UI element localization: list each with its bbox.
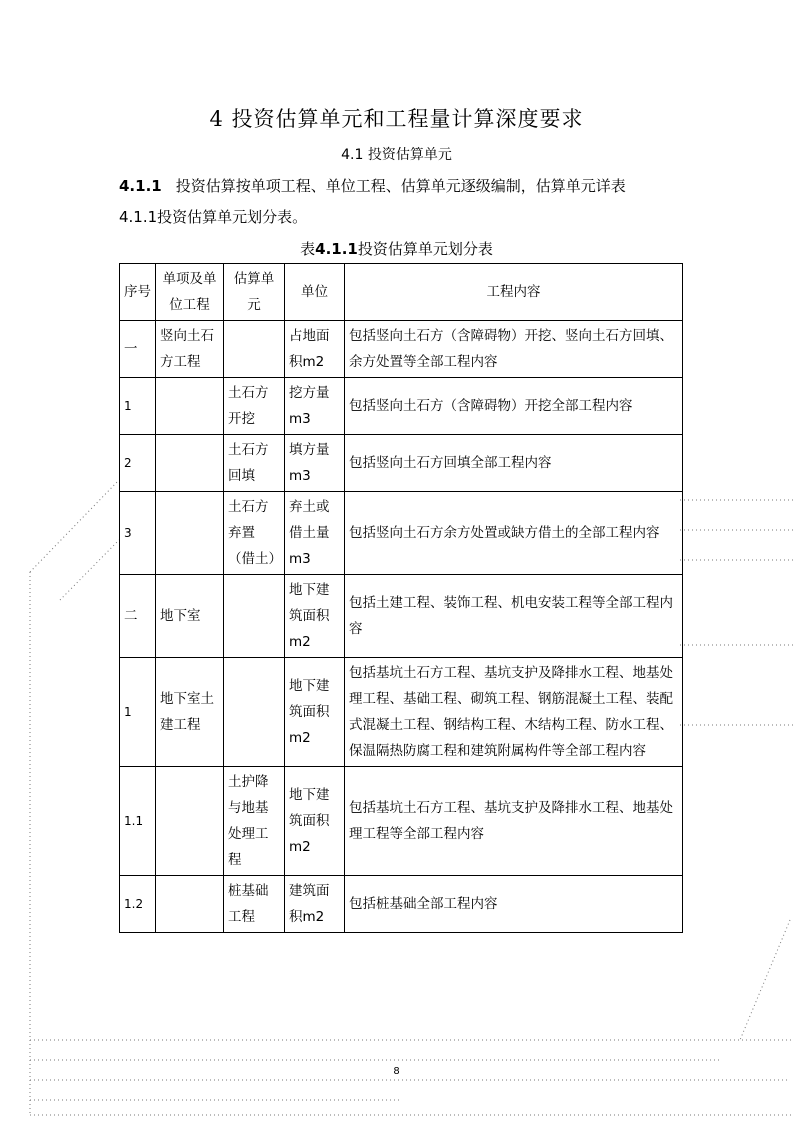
cell-content: 包括竖向土石方（含障碍物）开挖、竖向土石方回填、余方处置等全部工程内容 bbox=[345, 321, 683, 378]
page-title: 4 投资估算单元和工程量计算深度要求 bbox=[209, 107, 584, 131]
cell-unit: 地下建筑面积m2 bbox=[285, 658, 345, 767]
cell-project bbox=[156, 492, 224, 575]
table-header-row bbox=[120, 264, 683, 321]
cell-project bbox=[156, 378, 224, 435]
clause-text-line1: 投资估算按单项工程、单位工程、估算单元逐级编制，估算单元详表 bbox=[175, 177, 626, 195]
clause-paragraph bbox=[119, 175, 626, 196]
cell-content: 包括基坑土石方工程、基坑支护及降排水工程、地基处理工程等全部工程内容 bbox=[345, 767, 683, 876]
cell-estimate-unit: 土石方开挖 bbox=[224, 378, 285, 435]
cell-content: 包括竖向土石方回填全部工程内容 bbox=[345, 435, 683, 492]
cell-seq: 1 bbox=[120, 378, 156, 435]
header-seq: 序号 bbox=[120, 264, 156, 321]
section-heading: 4.1 投资估算单元 bbox=[341, 147, 452, 163]
cell-estimate-unit: 土石方弃置（借土） bbox=[224, 492, 285, 575]
table-row bbox=[120, 575, 683, 658]
table-row bbox=[120, 378, 683, 435]
table-caption-number: 4.1.1 bbox=[315, 240, 358, 258]
cell-seq: 1 bbox=[120, 658, 156, 767]
header-unit: 单位 bbox=[285, 264, 345, 321]
cell-estimate-unit bbox=[224, 575, 285, 658]
cell-seq: 1.2 bbox=[120, 876, 156, 933]
cell-seq: 二 bbox=[120, 575, 156, 658]
cell-project: 竖向土石方工程 bbox=[156, 321, 224, 378]
cell-project: 地下室土建工程 bbox=[156, 658, 224, 767]
cell-unit: 弃土或借土量m3 bbox=[285, 492, 345, 575]
table-caption-prefix: 表 bbox=[300, 240, 316, 258]
cell-estimate-unit bbox=[224, 658, 285, 767]
table-row bbox=[120, 876, 683, 933]
header-content: 工程内容 bbox=[345, 264, 683, 321]
cell-content: 包括桩基础全部工程内容 bbox=[345, 876, 683, 933]
cell-unit: 占地面积m2 bbox=[285, 321, 345, 378]
table-row bbox=[120, 492, 683, 575]
cell-unit: 填方量m3 bbox=[285, 435, 345, 492]
cell-project bbox=[156, 767, 224, 876]
clause-text-line2: 4.1.1投资估算单元划分表。 bbox=[119, 208, 308, 226]
cell-content: 包括竖向土石方余方处置或缺方借土的全部工程内容 bbox=[345, 492, 683, 575]
cell-project bbox=[156, 876, 224, 933]
table-row bbox=[120, 435, 683, 492]
cell-unit: 地下建筑面积m2 bbox=[285, 767, 345, 876]
cell-content: 包括土建工程、装饰工程、机电安装工程等全部工程内容 bbox=[345, 575, 683, 658]
cell-estimate-unit: 桩基础工程 bbox=[224, 876, 285, 933]
table-caption-text: 投资估算单元划分表 bbox=[357, 240, 493, 258]
cell-project bbox=[156, 435, 224, 492]
table-row bbox=[120, 658, 683, 767]
estimate-unit-table bbox=[119, 263, 683, 933]
clause-number: 4.1.1 bbox=[119, 177, 162, 195]
cell-unit: 建筑面积m2 bbox=[285, 876, 345, 933]
cell-seq: 2 bbox=[120, 435, 156, 492]
table-row bbox=[120, 321, 683, 378]
cell-seq: 1.1 bbox=[120, 767, 156, 876]
cell-estimate-unit: 土护降与地基处理工程 bbox=[224, 767, 285, 876]
cell-estimate-unit: 土石方回填 bbox=[224, 435, 285, 492]
cell-unit: 地下建筑面积m2 bbox=[285, 575, 345, 658]
cell-unit: 挖方量m3 bbox=[285, 378, 345, 435]
page-number: 8 bbox=[393, 1066, 400, 1077]
table-caption bbox=[0, 238, 793, 259]
cell-seq: 3 bbox=[120, 492, 156, 575]
cell-seq: 一 bbox=[120, 321, 156, 378]
cell-project: 地下室 bbox=[156, 575, 224, 658]
cell-estimate-unit bbox=[224, 321, 285, 378]
cell-content: 包括基坑土石方工程、基坑支护及降排水工程、地基处理工程、基础工程、砌筑工程、钢筋混凝土工程、装配式混凝土工程、钢结构工程、木结构工程、防水工程、保温隔热防腐工程和建筑附属构件等全部工程内容 bbox=[345, 658, 683, 767]
table-row bbox=[120, 767, 683, 876]
header-unit-estimate: 估算单元 bbox=[224, 264, 285, 321]
header-project: 单项及单位工程 bbox=[156, 264, 224, 321]
cell-content: 包括竖向土石方（含障碍物）开挖全部工程内容 bbox=[345, 378, 683, 435]
